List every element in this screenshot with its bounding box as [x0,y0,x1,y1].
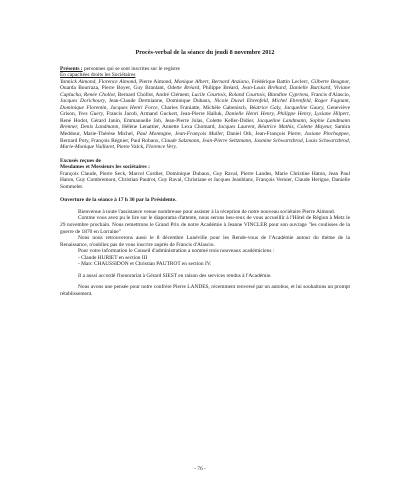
member-name-run: Jacques Dorichoury, [60,98,109,105]
paragraph-hotel-region: Comme vous avez pu le lire sur le diaporama d'attente, nous serons heu-reux de vous accueillir à l'Hôtel de Région à Metz le 29 novembre prochain. Nous remettrons le Grand Prix de notre Académie à Jeanne VINCLER pour son ouvrage "les coulisses de la guerre de 1870 en Lorraine" [60,215,350,235]
member-name-run: Danielle Henri Henry, Philippe Henry, Lysiane Hilpert, [225,111,350,118]
presents-subheading: En capacitées droits les Sociétaires [60,72,136,79]
member-name-run: Ouarda Bourraza, Pierre Boyer, Guy Branlant, [60,85,168,92]
member-name-run: Monique Albert, Bernard Anziano, [174,78,252,85]
presents-note: personnes qui se sont inscrites sur le registre [82,65,180,72]
member-name-run: Gilberte Beugnot, [310,78,350,85]
list-item-chaussidon: - Marc CHAUSSIDON et Christian PAUTROT en section IV. [78,261,212,268]
document-page [60,50,350,298]
member-name-run: Florence Very. [145,144,178,151]
member-name-run: Francis Jacob, Armand Guckert, Jean-Pierre Halluk, [106,111,226,118]
member-name-run: Lucile Courtois, Roland Courtois, Blandine Cypriens, [191,91,312,98]
page-title: Procès-verbal de la séance du jeudi 8 novembre 2012 [135,49,275,56]
member-name-run: Daniel Oth, Jean-François Pierre, [226,131,305,138]
member-name-run: Nicole Duval Ehrenfeld, Michel Ehrenfeld, Roger Fagnant, Dominique Florentin, Jacques Henri Force, [60,98,350,111]
member-name-run: Paul Montagne, Jean-François Muller, [136,131,227,138]
excuses-list: François Claude, Pierre Seck, Marcel Cordier, Dominique Dubaux, Guy Raval, Pierre Landes, Marie Christine Haton, Jean Paul Haton, Guy Combremont, Christian Pautrot, Guy Raval, Christiane et Jacques Jeanblanc, François Vernier, Claude Herigue, Danielle Sommelet. [60,170,350,190]
presents-label: Présents : [60,65,83,72]
paragraph-landes: Nous avons une pensée pour notre confrère Pierre LANDES, récemment renversé par un autobus, et lui souhaitons un prompt rétablissement. [60,284,350,297]
member-name-run: Francis d'Alascio, [311,91,350,98]
member-name-run: Samira Meddour, Marie-Thérèse Michel, [60,124,350,138]
member-name-run: Philippe Bréard, [202,85,242,92]
paragraph-honorariat: Il a aussi accordé l'honorariat à Gérard SIEST en raison des services rendus à l'Académie. [78,272,272,279]
member-name-run: Geneviève Grison, [60,104,350,118]
paragraph-conseil: Pour votre information le Conseil d'administration a nommé trois nouveaux académiciens : [78,248,275,255]
member-name-run: Jacques Laurent, Béatrice Mathis, Colette Mayeur, [217,124,335,131]
member-name-run: Jean-Louis Bréhard, Danielle Burckard, Viviane Caplucha, Renée Chollot, [60,85,350,98]
member-name-run: Jacqueline Landmann, Sophie Landmann Brenner, Denis Landmann, [60,117,350,131]
member-name-run: Frédérique Battin Leclerc, [251,78,311,85]
member-name-run: Bernard Chollot, André Clément, [117,91,192,98]
member-name-run: Yves Guery, [78,111,107,118]
member-name-run: Claude Salzmann, Jean-Pierre Seltzmann, Jasmine Schwartzbrod, Louis Schwartzbrod, Marie-Monique Vuillaret, [60,137,350,151]
member-name-run: Pierre Valck, [116,144,146,151]
member-name-run: Odette Bréard, [167,85,203,92]
member-name-run: Pierre Aimond, [139,78,175,85]
member-name-run: Hélène Lenattier, Annette Lexa Chomard, [121,124,218,131]
page-number: - 76 - [194,466,206,472]
presents-list [60,79,350,151]
member-name-run: Jean-Claude Dermianne, Dominique Dubaux, [108,98,215,105]
member-name-run: Charles Franiatte, Michèle Gabenisch, [161,104,250,111]
member-name-run: Béatrice Galy, Jacqueline Gaury, [249,104,327,111]
member-name-run: René Hodot, Gérard Janin, Emmanuelle Job, Jean-Pierre Jolas, Colette Keller-Didier, [60,117,257,124]
ouverture-heading: Ouverture de la séance à 17 h 30 par la Présidente. [60,197,177,204]
list-item-huriet: - Claude HURIET en section III [78,254,148,261]
paragraph-bienvenue: Bienvenue à toute l'assistance venue nombreuse pour assister à la réception de notre nouveau sociétaire Pierre Aimond. [78,208,336,215]
paragraph-luneville: Nous nous retrouverons aussi le 8 décembre Lunéville pour les Rende-vous de l'Académie autour du thème de la Renaissance, n'oubliez pas de vous inscrire auprès de Francis d'Alascio. [60,235,350,248]
member-name-run: Yannick Aimond, Florence Aimond, [60,78,140,85]
excuses-heading: Excusés reçues de [60,157,101,164]
member-name-run: Josiane Pinchoppee, [304,131,351,138]
member-name-run: Bernard Poty, François Régnier, Paul Robaux, [60,137,162,144]
excuses-subheading: Mesdames et Messieurs les sociétaires : [60,164,150,171]
